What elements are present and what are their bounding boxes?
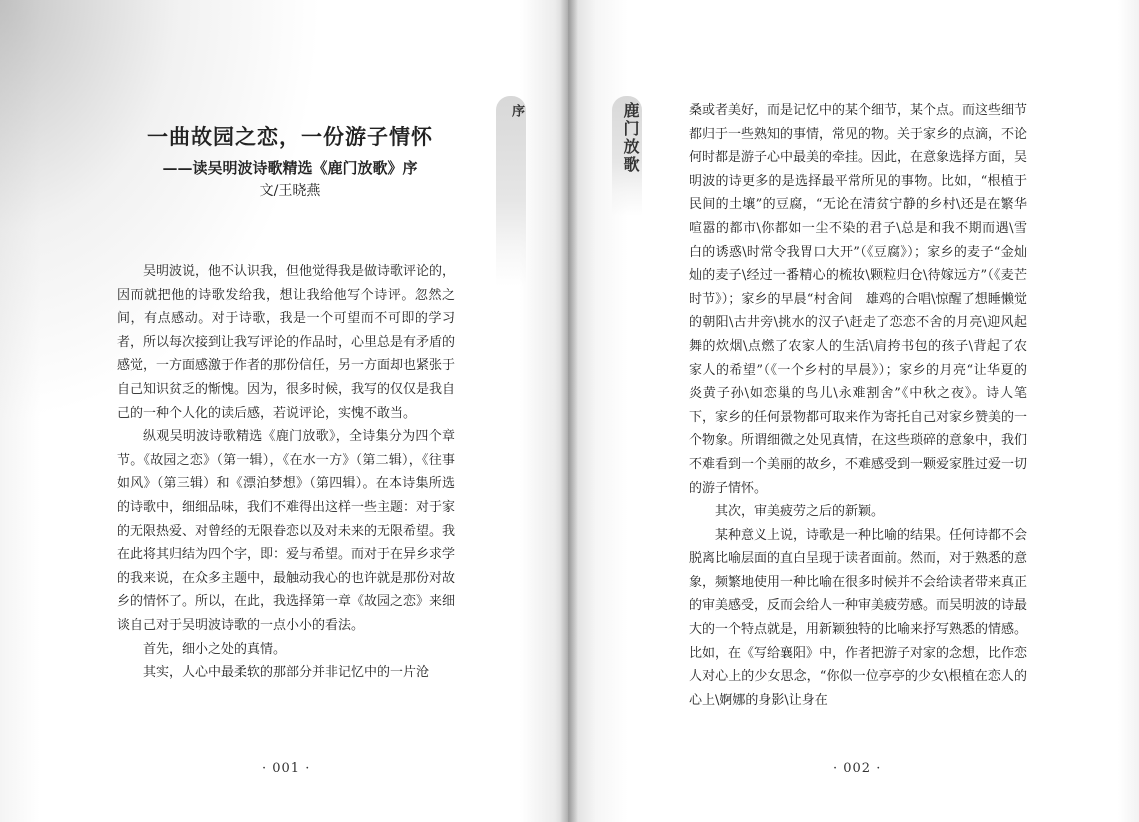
paragraph: 首先，细小之处的真情。 xyxy=(143,641,287,657)
author-line: 文/王晓燕 xyxy=(259,183,321,199)
section-tab-preface xyxy=(496,96,526,286)
section-tab-label: 序 xyxy=(509,104,524,117)
title-block xyxy=(120,122,460,202)
page-number-left: · 001 · xyxy=(262,761,311,776)
paragraph: 纵观吴明波诗歌精选《鹿门放歌》，全诗集分为四个章节。《故园之恋》（第一辑），《在水一方》（第二辑），《往事如风》（第三辑）和《漂泊梦想》（第四辑）。在本诗集所选的诗歌中，细细品味，我们不难得出这样一些主题：对于家的无限热爱、对曾经的无限眷恋以及对未来的无限希望。我在此将其归结为四个字，即：爱与希望。而对于在异乡求学的我来说，在众多主题中，最触动我心的也许就是那份对故乡的情怀了。所以，在此，我选择第一章《故园之恋》来细谈自己对于吴明波诗歌的一点小小的看法。 xyxy=(117,429,456,633)
section-tab-book-title xyxy=(612,96,642,216)
body-text-left xyxy=(117,260,455,685)
paragraph: 其次，审美疲劳之后的新颖。 xyxy=(715,504,885,520)
page-number-right: · 002 · xyxy=(833,761,882,776)
paragraph: 其实，人心中最柔软的那部分并非记忆中的一片沧 xyxy=(143,665,430,681)
paragraph: 桑或者美好，而是记忆中的某个细节，某个点。而这些细节都归于一些熟知的事情，常见的物。关于家乡的点滴，不论何时都是游子心中最美的牵挂。因此，在意象选择方面，吴明波的诗更多的是选择最平常所见的事物。比如，“根植于民间的土壤”的豆腐，“无论在清贫宁静的乡村\还是在繁华喧嚣的都市\你都如一尘不染的君子\总是和我不期而遇\雪白的诱惑\时常令我胃口大开”（《豆腐》）；家乡的麦子“金灿灿的麦子\经过一番精心的梳妆\颗粒归仓\待嫁远方”（《麦芒时节》）；家乡的早晨“村舍间 雄鸡的合唱\惊醒了想睡懒觉的朝阳\古井旁\挑水的汉子\赶走了恋恋不舍的月亮\迎风起舞的炊烟\点燃了农家人的生活\肩挎书包的孩子\背起了农家人的希望”（《一个乡村的早晨》）；家乡的月亮“让华夏的炎黄子孙\如恋巢的鸟儿\永难割舍”《中秋之夜》。诗人笔下，家乡的任何景物都可取来作为寄托自己对家乡赞美的一个物象。所谓细微之处见真情，在这些琐碎的意象中，我们不难看到一个美丽的故乡，不难感受到一颗爱家胜过爱一切的游子情怀。 xyxy=(689,103,1028,496)
book-gutter xyxy=(560,0,578,822)
section-tab-label: 鹿门放歌 xyxy=(621,102,640,174)
page-title: 一曲故园之恋，一份游子情怀 xyxy=(147,124,433,149)
page-subtitle: ——读吴明波诗歌精选《鹿门放歌》序 xyxy=(162,159,418,177)
body-text-right xyxy=(689,99,1027,712)
left-page xyxy=(0,0,568,822)
paragraph: 吴明波说，他不认识我，但他觉得我是做诗歌评论的，因而就把他的诗歌发给我，想让我给他写个诗评。忽然之间，有点感动。对于诗歌，我是一个可望而不可即的学习者，所以每次接到让我写评论的作品时，心里总是有矛盾的感觉，一方面感激于作者的那份信任，另一方面却也紧张于自己知识贫乏的惭愧。因为，很多时候，我写的仅仅是我自己的一种个人化的读后感，若说评论，实愧不敢当。 xyxy=(117,264,456,421)
paragraph: 某种意义上说，诗歌是一种比喻的结果。任何诗都不会脱离比喻层面的直白呈现于读者面前。然而，对于熟悉的意象，频繁地使用一种比喻在很多时候并不会给读者带来真正的审美感受，反而会给人一种审美疲劳感。而吴明波的诗最大的一个特点就是，用新颖独特的比喻来抒写熟悉的情感。比如，在《写给襄阳》中，作者把游子对家的念想，比作恋人对心上的少女思念，“你似一位亭亭的少女\根植在恋人的心上\婀娜的身影\让身在 xyxy=(689,527,1028,708)
